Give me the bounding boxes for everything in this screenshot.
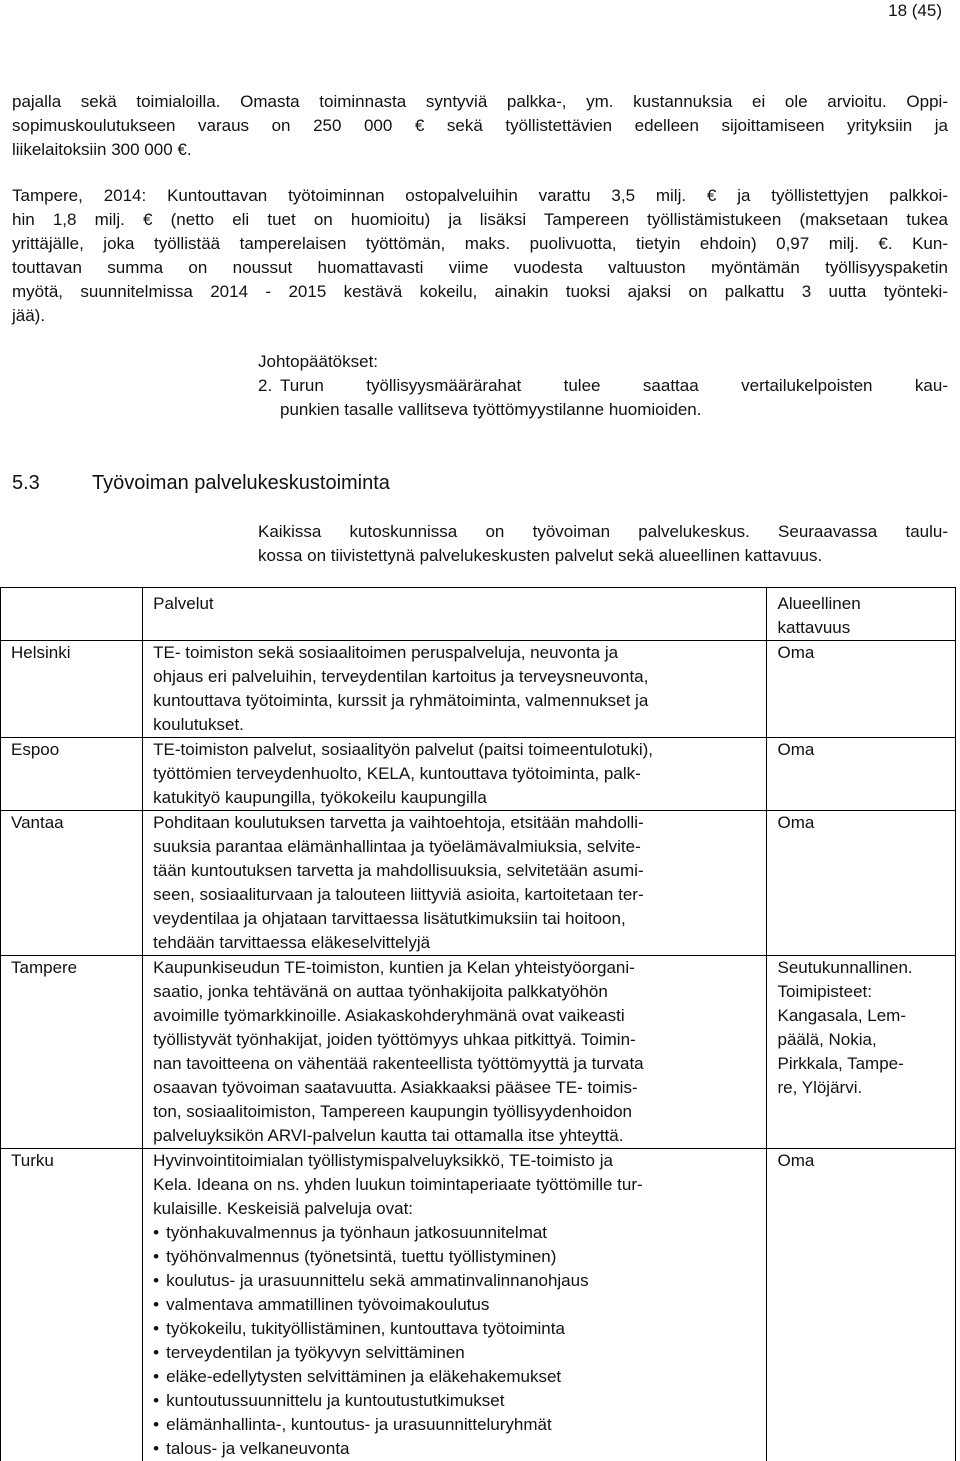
text-line: Kaikissa kutoskunnissa on työvoiman palvelukeskus. Seuraavassa taulu- xyxy=(258,520,948,544)
services-line: Kela. Ideana on ns. yhden luukun toimintaperiaate työttömille tur- xyxy=(153,1173,766,1197)
list-item xyxy=(153,1317,766,1341)
list-item-text: elämänhallinta-, kuntoutus- ja urasuunnitteluryhmät xyxy=(166,1415,552,1434)
services-line: Kaupunkiseudun TE-toimiston, kuntien ja Kelan yhteistyöorgani- xyxy=(153,956,766,980)
text-line: hin 1,8 milj. € (netto eli tuet on huomioitu) ja lisäksi Tampereen työllistämistukeen (maksetaan tukea xyxy=(12,208,948,232)
bullet-icon: • xyxy=(153,1269,166,1293)
table-row xyxy=(1,811,956,956)
list-item xyxy=(153,1365,766,1389)
list-item-text: eläke-edellytysten selvittäminen ja eläkehakemukset xyxy=(166,1367,561,1386)
services-cell xyxy=(143,956,767,1149)
services-line: seen, sosiaaliturvaan ja talouteen liittyviä asioita, kartoitetaan ter- xyxy=(153,883,766,907)
conclusion-text-line: Turun työllisyysmäärärahat tulee saattaa vertailukelpoisten kau- xyxy=(280,374,948,398)
services-line: työttömien terveydenhuolto, KELA, kuntouttava työtoiminta, palk- xyxy=(153,762,766,786)
area-cell xyxy=(767,956,956,1149)
services-line: veydentilaa ja ohjataan tarvittaessa lisätutkimuksiin tai hoitoon, xyxy=(153,907,766,931)
services-line: ton, sosiaalitoimiston, Tampereen kaupungin työllisyydenhoidon xyxy=(153,1100,766,1124)
list-item-text: valmentava ammatillinen työvoimakoulutus xyxy=(166,1295,489,1314)
header-area-line: Alueellinen xyxy=(777,592,955,616)
list-item xyxy=(153,1389,766,1413)
header-city xyxy=(1,588,143,641)
conclusion-text-line: punkien tasalle vallitseva työttömyystilanne huomioiden. xyxy=(280,398,948,422)
area-line: Kangasala, Lem- xyxy=(777,1004,955,1028)
list-item-text: terveydentilan ja työkyvyn selvittäminen xyxy=(166,1343,465,1362)
list-item-text: työnhakuvalmennus ja työnhaun jatkosuunnitelmat xyxy=(166,1223,547,1242)
list-item xyxy=(153,1413,766,1437)
area-cell xyxy=(767,738,956,811)
paragraph-tampere xyxy=(12,184,948,328)
paragraph-funding xyxy=(12,90,948,162)
bullet-icon: • xyxy=(153,1389,166,1413)
city-cell: Tampere xyxy=(1,956,143,1149)
text-line: liikelaitoksiin 300 000 €. xyxy=(12,138,948,162)
services-cell xyxy=(143,641,767,738)
list-item xyxy=(153,1269,766,1293)
text-line: Tampere, 2014: Kuntouttavan työtoiminnan ostopalveluihin varattu 3,5 milj. € ja työllistettyjen palkkoi- xyxy=(12,184,948,208)
area-cell xyxy=(767,1149,956,1461)
list-item xyxy=(153,1341,766,1365)
area-cell xyxy=(767,811,956,956)
list-item xyxy=(153,1245,766,1269)
list-item-text: koulutus- ja urasuunnittelu sekä ammatinvalinnanohjaus xyxy=(166,1271,588,1290)
area-line: päälä, Nokia, xyxy=(777,1028,955,1052)
area-line: Toimipisteet: xyxy=(777,980,955,1004)
services-line: tään kuntoutuksen tarvetta ja mahdollisuuksia, selvitetään asumi- xyxy=(153,859,766,883)
bullet-icon: • xyxy=(153,1437,166,1461)
section-title: Työvoiman palvelukeskustoiminta xyxy=(92,472,390,494)
services-line: palveluyksikön ARVI-palvelun kautta tai ottamalla itse yhteyttä. xyxy=(153,1124,766,1148)
list-item-text: työkokeilu, tukityöllistäminen, kuntouttava työtoiminta xyxy=(166,1319,565,1338)
bullet-icon: • xyxy=(153,1365,166,1389)
header-area xyxy=(767,588,956,641)
conclusion-number: 2. xyxy=(258,374,280,422)
services-line: avoimille työmarkkinoille. Asiakaskohderyhmänä ovat vaikeasti xyxy=(153,1004,766,1028)
text-line: yrittäjälle, joka työllistää tamperelaisen työttömän, maks. puolivuotta, tietyin ehdoin) 0,97 milj. €. Kun- xyxy=(12,232,948,256)
header-services: Palvelut xyxy=(143,588,767,641)
section-number: 5.3 xyxy=(12,470,92,496)
bullet-icon: • xyxy=(153,1341,166,1365)
list-item xyxy=(153,1293,766,1317)
services-line: Hyvinvointitoimialan työllistymispalveluyksikkö, TE-toimisto ja xyxy=(153,1149,766,1173)
section-intro xyxy=(258,520,948,568)
bullet-icon: • xyxy=(153,1221,166,1245)
page-number: 18 (45) xyxy=(888,0,942,22)
section-heading xyxy=(12,470,390,496)
services-line: kuntouttava työtoiminta, kurssit ja ryhmätoiminta, valmennukset ja xyxy=(153,689,766,713)
list-item-text: talous- ja velkaneuvonta xyxy=(166,1439,349,1458)
services-line: suuksia parantaa elämänhallintaa ja työelämävalmiuksia, selvite- xyxy=(153,835,766,859)
bullet-icon: • xyxy=(153,1293,166,1317)
area-line: Oma xyxy=(777,1149,955,1173)
services-cell xyxy=(143,738,767,811)
services-line: saatio, jonka tehtävänä on auttaa työnhakijoita palkkatyöhön xyxy=(153,980,766,1004)
services-line: katukityö kaupungilla, työkokeilu kaupungilla xyxy=(153,786,766,810)
text-line: touttavan summa on noussut huomattavasti viime vuodesta valtuuston myöntämän työllisyyspaketin xyxy=(12,256,948,280)
text-line: pajalla sekä toimialoilla. Omasta toiminnasta syntyviä palkka-, ym. kustannuksia ei ole arvioitu. Oppi- xyxy=(12,90,948,114)
services-table xyxy=(0,587,956,1461)
list-item xyxy=(153,1221,766,1245)
area-line: Oma xyxy=(777,641,955,665)
area-line: Oma xyxy=(777,738,955,762)
list-item xyxy=(153,1437,766,1461)
area-line: Pirkkala, Tampe- xyxy=(777,1052,955,1076)
city-cell: Helsinki xyxy=(1,641,143,738)
list-item-text: työhönvalmennus (työnetsintä, tuettu työllistyminen) xyxy=(166,1247,556,1266)
table-header-row xyxy=(1,588,956,641)
services-line: nan tavoitteena on vähentää rakenteellista työttömyyttä ja turvata xyxy=(153,1052,766,1076)
bullet-icon: • xyxy=(153,1245,166,1269)
area-line: Oma xyxy=(777,811,955,835)
services-bullet-list xyxy=(153,1221,766,1461)
conclusions-heading: Johtopäätökset: xyxy=(258,350,948,374)
services-line: kulaisille. Keskeisiä palveluja ovat: xyxy=(153,1197,766,1221)
list-item-text: kuntoutussuunnittelu ja kuntoutustutkimukset xyxy=(166,1391,504,1410)
city-cell: Turku xyxy=(1,1149,143,1461)
area-cell xyxy=(767,641,956,738)
text-line: kossa on tiivistettynä palvelukeskusten palvelut sekä alueellinen kattavuus. xyxy=(258,544,948,568)
table-row xyxy=(1,1149,956,1461)
header-area-line: kattavuus xyxy=(777,616,955,640)
table-row xyxy=(1,738,956,811)
services-line: ohjaus eri palveluihin, terveydentilan kartoitus ja terveysneuvonta, xyxy=(153,665,766,689)
city-cell: Vantaa xyxy=(1,811,143,956)
services-cell xyxy=(143,811,767,956)
services-line: TE- toimiston sekä sosiaalitoimen peruspalveluja, neuvonta ja xyxy=(153,641,766,665)
bullet-icon: • xyxy=(153,1317,166,1341)
area-line: Seutukunnallinen. xyxy=(777,956,955,980)
services-line: TE-toimiston palvelut, sosiaalityön palvelut (paitsi toimeentulotuki), xyxy=(153,738,766,762)
text-line: sopimuskoulutukseen varaus on 250 000 € sekä työllistettävien edelleen sijoittamiseen yrityksiin ja xyxy=(12,114,948,138)
services-line: osaavan työvoiman saatavuutta. Asiakkaaksi pääsee TE- toimis- xyxy=(153,1076,766,1100)
bullet-icon: • xyxy=(153,1413,166,1437)
services-line: tehdään tarvittaessa eläkeselvittelyjä xyxy=(153,931,766,955)
services-line: työllistyvät työnhakijat, joiden työttömyys uhkaa pitkittyä. Toimin- xyxy=(153,1028,766,1052)
conclusions-block xyxy=(258,350,948,422)
services-line: Pohditaan koulutuksen tarvetta ja vaihtoehtoja, etsitään mahdolli- xyxy=(153,811,766,835)
area-line: re, Ylöjärvi. xyxy=(777,1076,955,1100)
city-cell: Espoo xyxy=(1,738,143,811)
text-line: myötä, suunnitelmissa 2014 - 2015 kestävä kokeilu, ainakin tuoksi ajaksi on palkattu 3 uutta työnteki- xyxy=(12,280,948,304)
services-line: koulutukset. xyxy=(153,713,766,737)
table-row xyxy=(1,956,956,1149)
text-line: jää). xyxy=(12,304,948,328)
table-row xyxy=(1,641,956,738)
services-cell xyxy=(143,1149,767,1461)
